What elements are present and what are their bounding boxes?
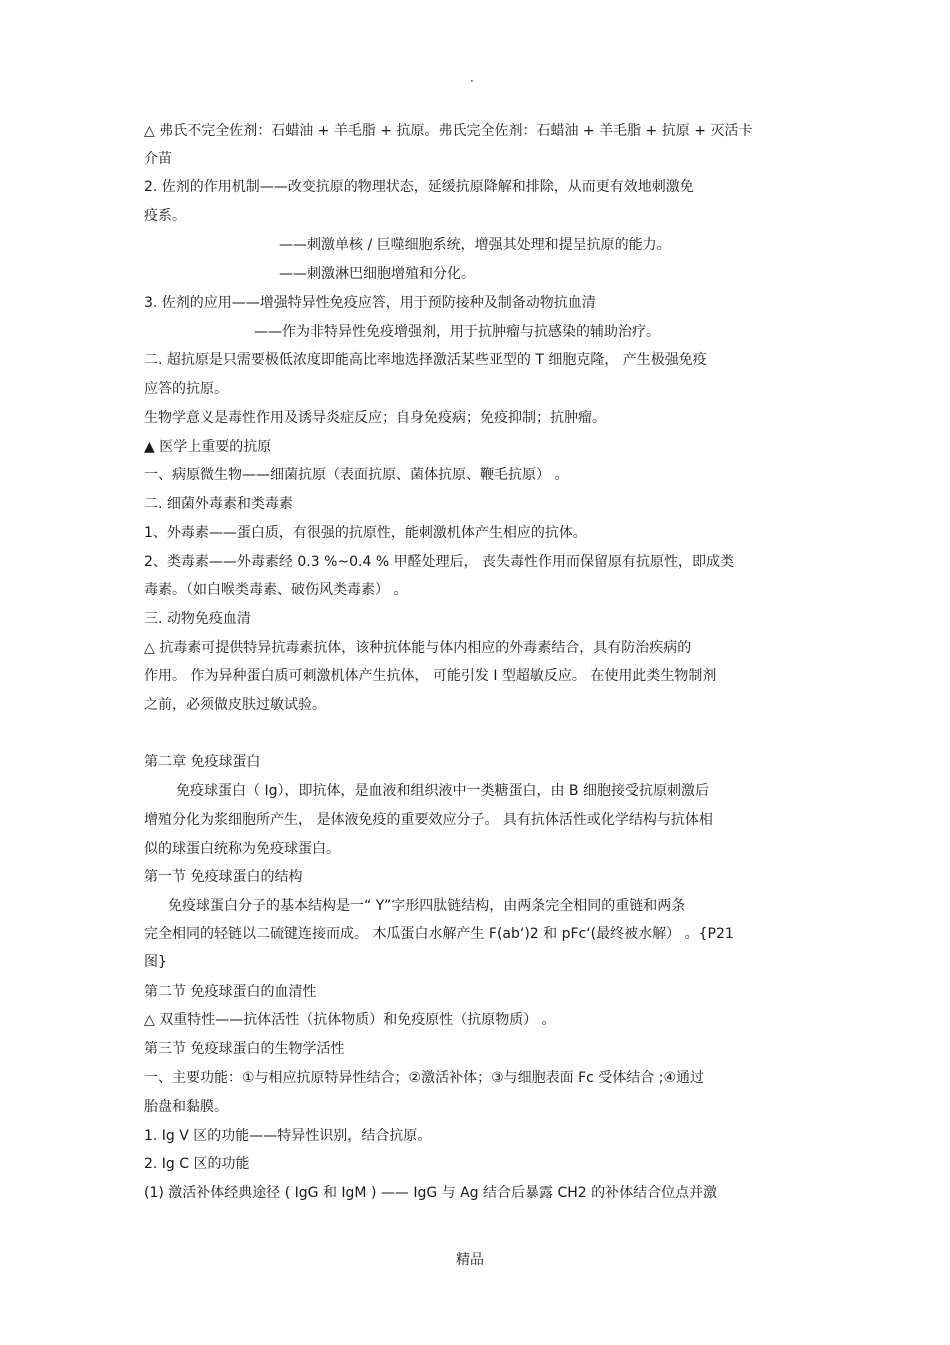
text-line: △ 抗毒素可提供特异抗毒素抗体，该种抗体能与体内相应的外毒素结合，具有防治疾病的 [144,640,692,656]
text-line: 胎盘和黏膜。 [144,1099,228,1115]
section-heading: 第二节 免疫球蛋白的血清性 [144,984,317,1000]
text-line: 二. 超抗原是只需要极低浓度即能高比率地选择激活某些亚型的 T 细胞克隆， 产生极强免疫 [144,352,707,368]
text-line: 2、类毒素——外毒素经 0.3 %~0.4 % 甲醛处理后， 丧失毒性作用而保留原有抗原性，即成类 [144,554,735,570]
text-line: 3. 佐剂的应用——增强特异性免疫应答，用于预防接种及制备动物抗血清 [144,295,596,311]
text-line: 之前，必须做皮肤过敏试验。 [144,697,326,713]
text-line: ——刺激单核 / 巨噬细胞系统，增强其处理和提呈抗原的能力。 [279,237,671,253]
text-line: 三. 动物免疫血清 [144,611,251,627]
text-line: 图} [144,954,167,970]
section-heading: 第一节 免疫球蛋白的结构 [144,869,303,885]
footer-label: 精品 [456,1252,484,1268]
text-line: △ 双重特性——抗体活性（抗体物质）和免疫原性（抗原物质） 。 [144,1012,556,1028]
text-line: 应答的抗原。 [144,381,228,397]
text-line: 毒素。（如白喉类毒素、破伤风类毒素） 。 [144,582,408,598]
text-line: 1、外毒素——蛋白质，有很强的抗原性，能刺激机体产生相应的抗体。 [144,525,587,541]
text-line: 介苗 [144,151,172,167]
text-line: △ 弗氏不完全佐剂：石蜡油 + 羊毛脂 + 抗原。弗氏完全佐剂：石蜡油 + 羊毛脂 + 抗原 + 灭活卡 [144,123,753,139]
text-line: 作用。 作为异种蛋白质可刺激机体产生抗体， 可能引发 I 型超敏反应。 在使用此类生物制剂 [144,668,717,684]
text-line: 似的球蛋白统称为免疫球蛋白。 [144,841,340,857]
section-heading: ▲ 医学上重要的抗原 [144,439,272,455]
text-line: 一、主要功能：①与相应抗原特异性结合；②激活补体；③与细胞表面 Fc 受体结合 ;④通过 [144,1070,705,1086]
chapter-heading: 第二章 免疫球蛋白 [144,754,261,770]
text-line: 二. 细菌外毒素和类毒素 [144,496,293,512]
text-line: 完全相同的轻链以二硫键连接而成。 木瓜蛋白水解产生 F(ab‘)2 和 pFc‘(最终被水解） 。{P21 [144,926,734,942]
text-line: 1. Ig V 区的功能——特异性识别，结合抗原。 [144,1128,432,1144]
text-line: 2. Ig C 区的功能 [144,1156,250,1172]
text-line: 一、病原微生物——细菌抗原（表面抗原、菌体抗原、鞭毛抗原） 。 [144,467,569,483]
text-line: (1) 激活补体经典途径 ( IgG 和 IgM ) —— IgG 与 Ag 结合后暴露 CH2 的补体结合位点并激 [144,1185,718,1201]
text-line: 免疫球蛋白分子的基本结构是一“ Y”字形四肽链结构，由两条完全相同的重链和两条 [168,898,686,914]
section-heading: 第三节 免疫球蛋白的生物学活性 [144,1041,345,1057]
text-line: 疫系。 [144,208,186,224]
header-mark: · [470,74,474,88]
text-line: 增殖分化为浆细胞所产生， 是体液免疫的重要效应分子。 具有抗体活性或化学结构与抗体相 [144,812,713,828]
text-line: ——作为非特异性免疫增强剂，用于抗肿瘤与抗感染的辅助治疗。 [254,324,660,340]
text-line: 生物学意义是毒性作用及诱导炎症反应；自身免疫病；免疫抑制；抗肿瘤。 [144,410,606,426]
text-line: 免疫球蛋白（ Ig），即抗体，是血液和组织液中一类糖蛋白，由 B 细胞接受抗原刺激后 [176,783,709,799]
text-line: 2. 佐剂的作用机制——改变抗原的物理状态，延缓抗原降解和排除，从而更有效地刺激免 [144,179,694,195]
text-line: ——刺激淋巴细胞增殖和分化。 [279,266,475,282]
